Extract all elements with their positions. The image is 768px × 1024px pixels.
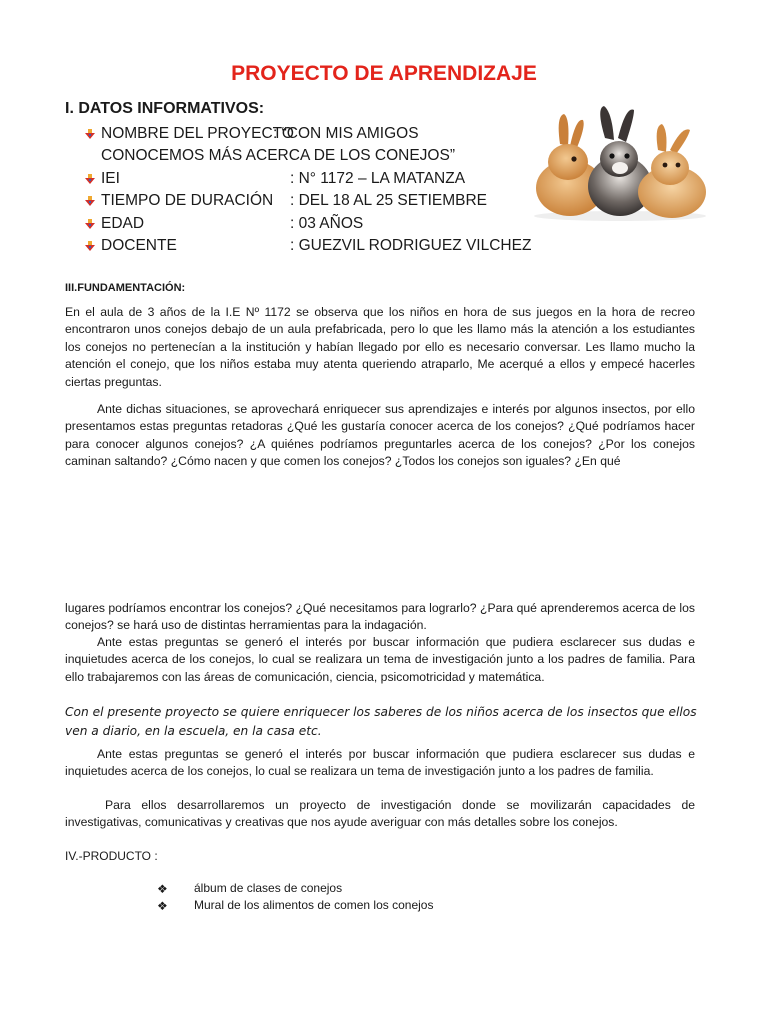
diamond-bullet-icon: ❖ bbox=[157, 899, 168, 913]
info-label: EDAD bbox=[101, 214, 145, 232]
document-title: PROYECTO DE APRENDIZAJE bbox=[231, 62, 537, 85]
product-item-text: álbum de clases de conejos bbox=[194, 881, 343, 895]
paragraph-2-text: Ante dichas situaciones, se aprovechará enriquecer sus aprendizajes e interés por algunos insectos, por ello presentamos estas preguntas retadoras ¿Qué les gustaría conocer acerca de los conejos? ¿Qué podríamos hacer para conocer algunos conejos? ¿A quiénes podríamos preguntarles acerca de los conejos? ¿Por los conejos caminan saltando? ¿Cómo nacen y que comen los conejos? ¿Todos los conejos son iguales? ¿En qué bbox=[65, 402, 695, 469]
paragraph-7 bbox=[65, 797, 695, 832]
info-value: : GUEZVIL RODRIGUEZ VILCHEZ bbox=[290, 236, 532, 254]
section-heading-fundamentacion: III.FUNDAMENTACIÓN: bbox=[65, 282, 186, 294]
section-heading-producto: IV.-PRODUCTO : bbox=[65, 849, 158, 863]
paragraph-4-text: Ante estas preguntas se generó el interés por buscar información que pudiera esclarecer sus dudas e inquietudes acerca de los conejos, lo cual se realizara un tema de investigación junto a los padres de familia. Para ello trabajaremos con las áreas de comunicación, ciencia, psicomotricidad y matemática. bbox=[65, 635, 695, 684]
info-label: NOMBRE DEL PROYECTO bbox=[101, 125, 294, 142]
info-label: IEI bbox=[101, 169, 120, 187]
paragraph-6-text: Ante estas preguntas se generó el interés por buscar información que pudiera esclarecer sus dudas e inquietudes acerca de los conejos, lo cual se realizara un tema de investigación junto a los padres de familia. bbox=[65, 747, 695, 779]
paragraph-3: lugares podríamos encontrar los conejos? ¿Qué necesitamos para lograrlo? ¿Para qué aprenderemos acerca de los conejos? se hará uso de distintas herramientas para la indagación. bbox=[65, 601, 695, 633]
info-value: : DEL 18 AL 25 SETIEMBRE bbox=[290, 192, 487, 210]
paragraph-1: En el aula de 3 años de la I.E Nº 1172 se observa que los niños en hora de sus juegos en la hora de recreo encontraron unos conejos debajo de un aula prefabricada, pero lo que les llamo más la atención a los estudiantes los conejos no pertenecían a la institución y habían llegado por ello es necesario conversar. Les llamo mucho la atención el conejo, que los niños estaba muy atenta queriendo atraparlo, Me acerqué a ellos y empecé hacerles ciertas preguntas. bbox=[65, 305, 695, 389]
list-item bbox=[157, 881, 557, 897]
arrow-bullet-icon bbox=[85, 219, 95, 229]
info-value: : “CON MIS AMIGOS bbox=[273, 125, 419, 142]
info-value-continuation: CONOCEMOS MÁS ACERCA DE LOS CONEJOS” bbox=[101, 147, 455, 165]
paragraph-6 bbox=[65, 746, 695, 781]
rabbits-image bbox=[530, 104, 710, 222]
paragraph-5: Con el presente proyecto se quiere enriquecer los saberes de los niños acerca de los insectos que ellos ven a diario, en la escuela, en la casa etc. bbox=[65, 705, 697, 738]
info-value: : 03 AÑOS bbox=[290, 214, 364, 232]
paragraph-7-text: Para ellos desarrollaremos un proyecto de investigación donde se movilizarán capacidades de investigativas, comunicativas y creativas que nos ayude averiguar con más detalles sobre los conejos. bbox=[65, 798, 695, 830]
diamond-bullet-icon: ❖ bbox=[157, 882, 168, 896]
arrow-bullet-icon bbox=[85, 129, 95, 139]
paragraph-2 bbox=[65, 401, 695, 471]
section-heading-datos: I. DATOS INFORMATIVOS: bbox=[65, 100, 265, 117]
info-label: TIEMPO DE DURACIÓN bbox=[101, 192, 274, 210]
arrow-bullet-icon bbox=[85, 241, 95, 251]
info-label: DOCENTE bbox=[101, 236, 177, 254]
arrow-bullet-icon bbox=[85, 174, 95, 184]
list-item bbox=[157, 898, 557, 914]
arrow-bullet-icon bbox=[85, 196, 95, 206]
info-value: : N° 1172 – LA MATANZA bbox=[290, 169, 466, 187]
product-item-text: Mural de los alimentos de comen los conejos bbox=[194, 898, 434, 912]
paragraph-4 bbox=[65, 634, 695, 686]
